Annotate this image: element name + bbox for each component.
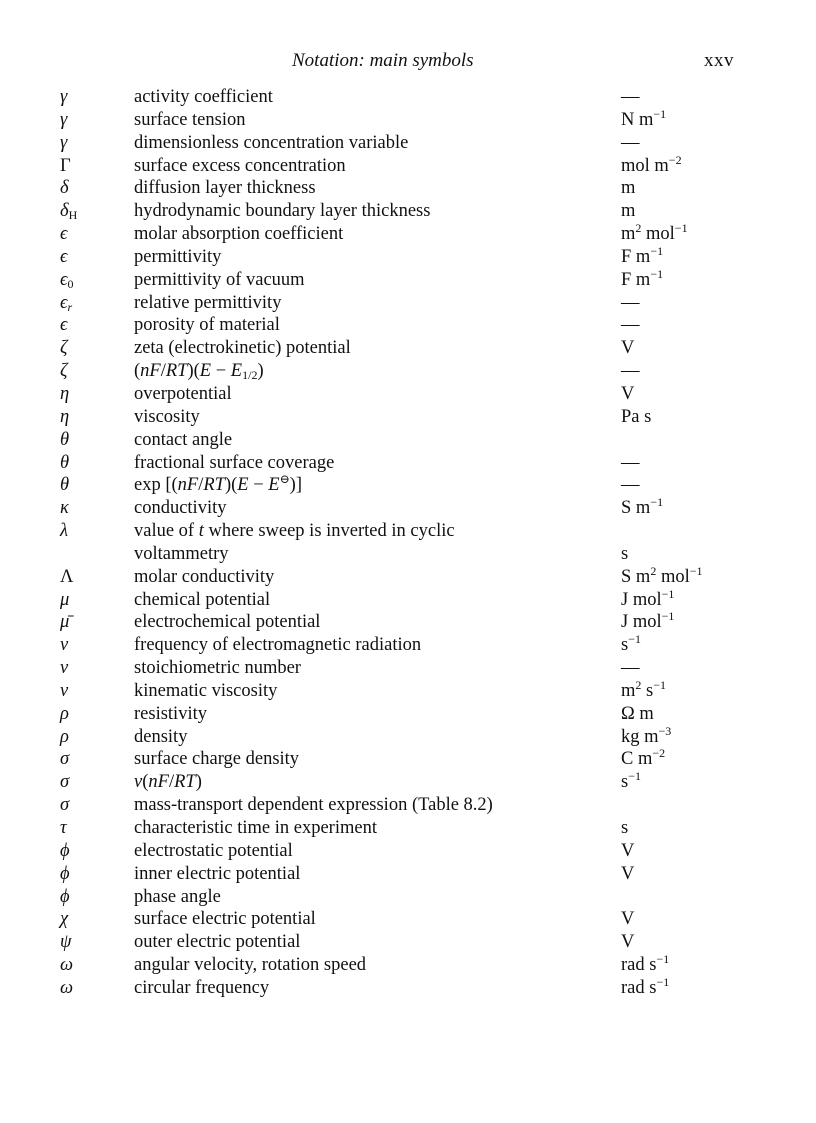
notation-row (0, 106, 816, 132)
notation-unit: S $m^{-1}$ (621, 495, 664, 519)
notation-symbol: μ̄ (60, 612, 70, 633)
notation-row (0, 543, 816, 566)
notation-unit: $s^{-1}$ (621, 632, 641, 656)
notation-symbol: $\delta_H$ (60, 201, 78, 223)
notation-row (0, 360, 816, 383)
notation-symbol: $\epsilon_r$ (60, 292, 73, 314)
notation-symbol: σ (60, 749, 70, 770)
notation-row (0, 132, 816, 155)
notation-description: surface tension (134, 109, 246, 130)
notation-unit: S $m^2$ mol$^{-1}$ (621, 563, 703, 587)
notation-description: characteristic time in experiment (134, 818, 377, 838)
notation-description: electrochemical potential (134, 612, 321, 633)
notation-unit: — (621, 658, 640, 679)
notation-description: stoichiometric number (134, 658, 301, 679)
notation-symbol: θ (60, 452, 70, 473)
notation-description: v(nF/RT) (134, 772, 202, 793)
notation-symbol: ϕ (60, 886, 70, 907)
notation-unit: kg $m^{-3}$ (621, 723, 672, 747)
notation-unit: V (621, 338, 635, 359)
notation-symbol: θ (60, 475, 70, 496)
notation-unit: s (621, 818, 629, 838)
notation-symbol: η (60, 383, 70, 404)
notation-row (0, 200, 816, 223)
notation-description: $(nF/RT)(E - E_{1/2})$ (134, 361, 264, 383)
notation-unit: — (621, 292, 640, 313)
notation-row (0, 337, 816, 360)
notation-row (0, 223, 816, 246)
notation-description: outer electric potential (134, 932, 301, 953)
notation-description: molar absorption coefficient (134, 224, 344, 245)
notation-description: inner electric potential (134, 863, 301, 884)
notation-unit: J mol$^{-1}$ (621, 609, 675, 633)
notation-symbol: λ (60, 521, 69, 542)
notation-row (0, 886, 816, 909)
notation-unit: V (621, 932, 635, 953)
notation-row (0, 840, 816, 863)
notation-row (0, 152, 816, 178)
notation-row (0, 794, 816, 817)
notation-row (0, 931, 816, 954)
notation-description: zeta (electrokinetic) potential (134, 338, 351, 359)
notation-description: permittivity (134, 246, 222, 267)
notation-description: conductivity (134, 498, 227, 519)
notation-description: mass-transport dependent expression (Table 8.2) (134, 795, 493, 816)
notation-symbol: ϵ (60, 246, 68, 267)
notation-symbol: $\epsilon_0$ (60, 269, 74, 291)
notation-symbol: ν (60, 635, 69, 656)
notation-symbol: μ (60, 589, 70, 610)
notation-unit: — (621, 452, 640, 473)
notation-symbol: ϕ (60, 840, 70, 861)
notation-description: permittivity of vacuum (134, 269, 305, 290)
notation-row (0, 954, 816, 977)
notation-unit: F $m^{-1}$ (621, 266, 664, 290)
notation-row (0, 611, 816, 634)
notation-description: overpotential (134, 383, 232, 404)
notation-row (0, 520, 816, 543)
notation-row (0, 908, 816, 931)
notation-row (0, 266, 816, 292)
notation-symbol: θ (60, 429, 70, 450)
page-title: Notation: main symbols (292, 50, 474, 71)
notation-description: phase angle (134, 886, 221, 907)
notation-unit: — (621, 361, 640, 382)
notation-unit: Ω m (621, 703, 654, 724)
notation-description: circular frequency (134, 977, 270, 998)
notation-unit: V (621, 909, 635, 930)
notation-unit: V (621, 863, 635, 884)
notation-unit: $s^{-1}$ (621, 769, 641, 793)
notation-symbol: δ (60, 178, 69, 199)
notation-description: exp [(nF/RT)(E − E⊖)] (134, 472, 302, 496)
notation-unit: — (621, 87, 640, 107)
notation-row (0, 292, 816, 315)
page-number: xxv (704, 50, 734, 71)
notation-description: surface charge density (134, 749, 300, 770)
notation-symbol: γ (60, 109, 68, 130)
notation-row (0, 314, 816, 337)
notation-symbol: ϵ (60, 315, 68, 336)
notation-description: viscosity (134, 406, 200, 427)
notation-unit: Pa s (621, 406, 652, 427)
notation-description: density (134, 726, 188, 747)
notation-row (0, 703, 816, 726)
notation-row (0, 748, 816, 771)
notation-unit: — (621, 315, 640, 336)
notation-symbol: Λ (60, 566, 74, 587)
notation-row (0, 177, 816, 200)
notation-row (0, 563, 816, 589)
notation-description: contact angle (134, 429, 233, 450)
notation-description: surface electric potential (134, 909, 316, 930)
notation-row (0, 497, 816, 520)
notation-row (0, 586, 816, 612)
notation-symbol: ν (60, 658, 69, 679)
notation-row (0, 817, 816, 840)
notation-symbol: σ (60, 772, 70, 793)
notation-symbol: ζ (60, 338, 68, 359)
notation-description: frequency of electromagnetic radiation (134, 635, 422, 656)
notation-row (0, 677, 816, 703)
notation-unit: rad $s^{-1}$ (621, 952, 670, 976)
notation-symbol: γ (60, 132, 68, 153)
notation-description: porosity of material (134, 315, 280, 336)
notation-description: molar conductivity (134, 566, 275, 587)
notation-description: activity coefficient (134, 87, 273, 107)
notation-row (0, 634, 816, 657)
notation-symbol: σ (60, 795, 70, 816)
notation-symbol: τ (60, 818, 67, 838)
notation-row (0, 243, 816, 269)
notation-unit: C $m^{-2}$ (621, 746, 666, 770)
notation-description: relative permittivity (134, 292, 282, 313)
notation-unit: s (621, 543, 629, 564)
notation-description: angular velocity, rotation speed (134, 955, 367, 976)
notation-symbol: ρ (60, 703, 69, 724)
notation-unit: $m^2$ mol$^{-1}$ (621, 221, 688, 245)
notation-row (0, 429, 816, 452)
notation-description: diffusion layer thickness (134, 178, 316, 199)
notation-symbol: η (60, 406, 70, 427)
notation-description: fractional surface coverage (134, 452, 335, 473)
notation-unit: N $m^{-1}$ (621, 106, 667, 130)
notation-unit: V (621, 840, 635, 861)
notation-unit: mol $m^{-2}$ (621, 152, 682, 176)
notation-symbol: ζ (60, 361, 68, 382)
notation-description: chemical potential (134, 589, 271, 610)
notation-symbol: ω (60, 977, 74, 998)
notation-row (0, 771, 816, 794)
notation-symbol: ϵ (60, 224, 68, 245)
notation-row (0, 974, 816, 1000)
notation-unit: V (621, 383, 635, 404)
notation-description: electrostatic potential (134, 840, 293, 861)
notation-description: kinematic viscosity (134, 680, 278, 701)
notation-symbol: ρ (60, 726, 69, 747)
notation-unit: m (621, 201, 636, 222)
notation-row (0, 452, 816, 475)
notation-symbol: Γ (60, 155, 71, 176)
notation-symbol: ψ (60, 932, 72, 953)
notation-symbol: χ (60, 909, 69, 930)
notation-row (0, 406, 816, 429)
notation-description: dimensionless concentration variable (134, 132, 409, 153)
notation-unit: J mol$^{-1}$ (621, 586, 675, 610)
notation-row (0, 86, 816, 109)
notation-description: voltammetry (134, 543, 229, 564)
notation-symbol: ω (60, 955, 74, 976)
notation-list (0, 86, 816, 1000)
notation-symbol: ν (60, 680, 69, 701)
notation-unit: m (621, 178, 636, 199)
notation-row (0, 863, 816, 886)
notation-unit: rad $s^{-1}$ (621, 974, 670, 998)
notation-unit: — (621, 132, 640, 153)
notation-description: surface excess concentration (134, 155, 346, 176)
notation-symbol: κ (60, 498, 69, 519)
notation-unit: $m^2$ $s^{-1}$ (621, 677, 666, 701)
page-header (0, 50, 816, 74)
notation-symbol: γ (60, 87, 68, 107)
notation-row (0, 474, 816, 497)
notation-row (0, 657, 816, 680)
notation-row (0, 383, 816, 406)
notation-description: hydrodynamic boundary layer thickness (134, 201, 431, 222)
notation-row (0, 723, 816, 749)
notation-description: value of t where sweep is inverted in cyclic (134, 521, 455, 542)
notation-unit: — (621, 475, 640, 496)
notation-symbol: ϕ (60, 863, 70, 884)
notation-unit: F $m^{-1}$ (621, 243, 664, 267)
notation-description: resistivity (134, 703, 207, 724)
